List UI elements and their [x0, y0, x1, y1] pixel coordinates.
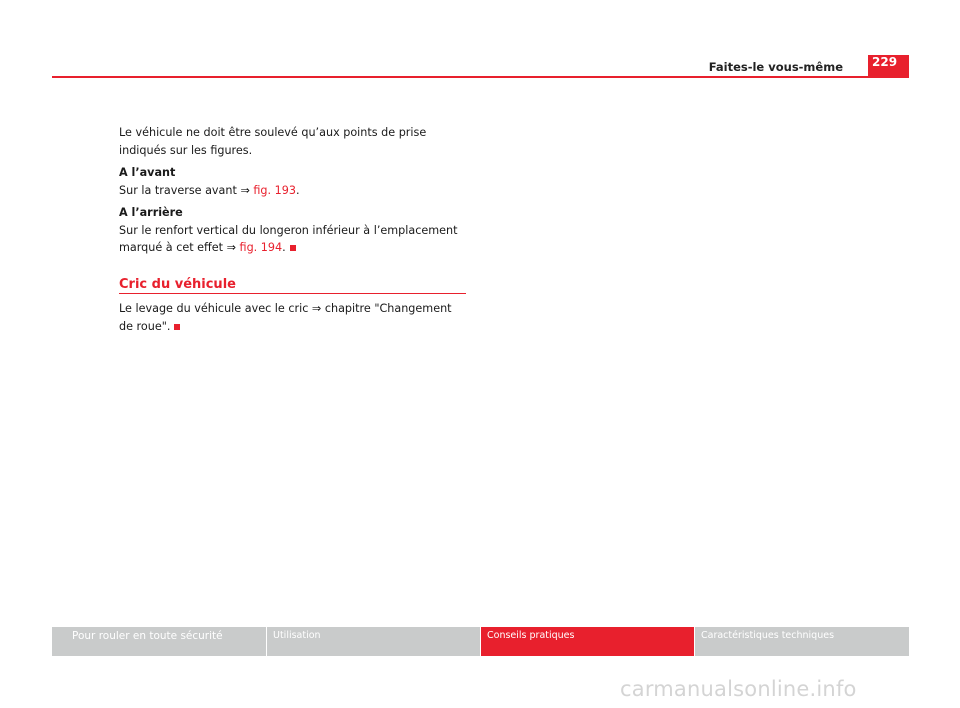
end-square-icon [174, 324, 180, 330]
front-paragraph [119, 182, 469, 200]
fig-193-link[interactable]: fig. 193 [253, 183, 297, 197]
rear-text: Sur le renfort vertical du longeron inférieur à l’emplacement marqué à cet effet ⇒ [119, 223, 458, 254]
front-heading: A l’avant [119, 166, 176, 179]
fig-194-link[interactable]: fig. 194 [239, 241, 283, 254]
rear-text-end: . [282, 241, 286, 254]
tab-utilisation[interactable]: Utilisation [266, 627, 480, 656]
header-rule [52, 76, 909, 78]
front-text: Sur la traverse avant ⇒ [119, 183, 254, 197]
intro-paragraph: Le véhicule ne doit être soulevé qu’aux points de prise indiqués sur les figures. [119, 126, 427, 157]
section-paragraph [119, 300, 469, 335]
tab-conseils-pratiques[interactable]: Conseils pratiques [480, 627, 694, 656]
watermark: carmanualsonline.info [620, 677, 857, 701]
end-square-icon [290, 245, 296, 251]
section-title: Cric du véhicule [119, 277, 236, 292]
main-content [119, 124, 469, 257]
footer-nav [52, 627, 909, 656]
section-body [119, 300, 469, 335]
front-text-end: . [296, 183, 300, 197]
header-title: Faites-le vous-même [708, 60, 843, 74]
tab-caracteristiques-techniques[interactable]: Caractéristiques techniques [694, 627, 909, 656]
page-number: 229 [868, 55, 909, 78]
section-rule [119, 293, 466, 294]
tab-pour-rouler-en-toute-securite[interactable]: Pour rouler en toute sécurité [52, 627, 266, 656]
rear-paragraph [119, 222, 469, 257]
rear-heading: A l’arrière [119, 206, 183, 219]
section-text: Le levage du véhicule avec le cric ⇒ chapitre "Changement de roue". [119, 302, 452, 333]
